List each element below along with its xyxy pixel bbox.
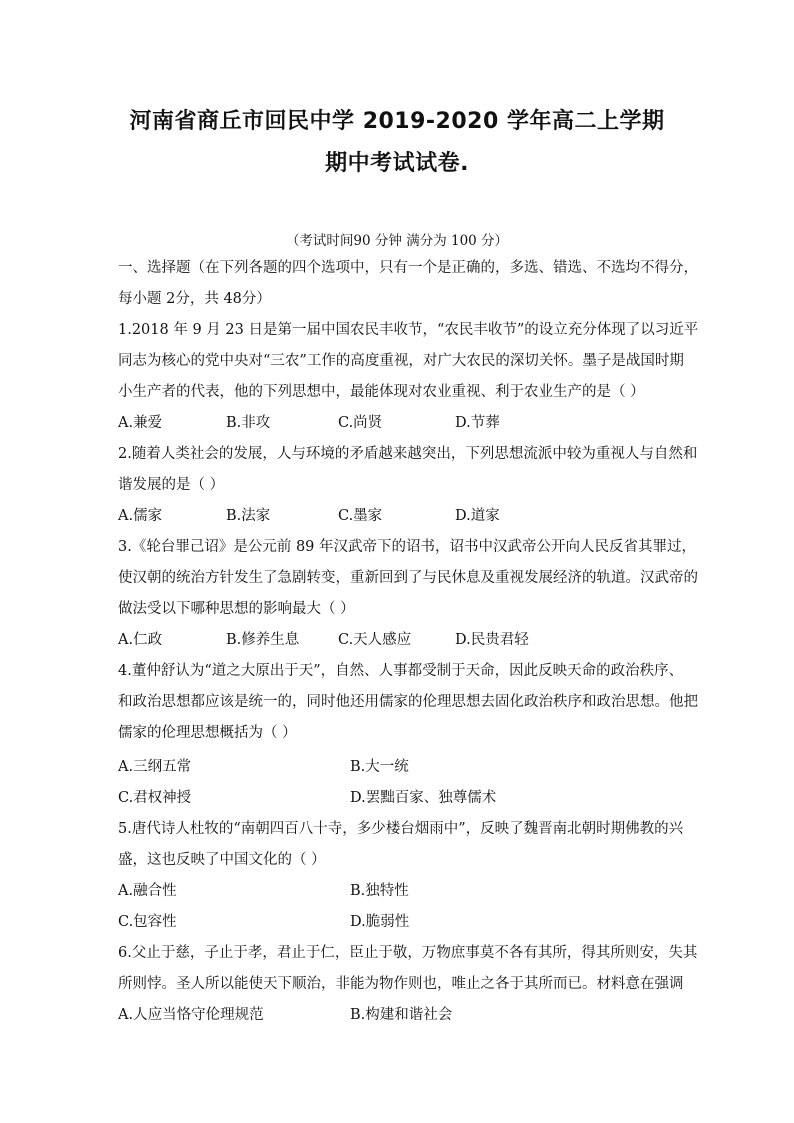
question-3-line3: 做法受以下哪种思想的影响最大（ ） — [118, 601, 355, 617]
question-6-option-b: B.构建和谐社会 — [350, 1007, 453, 1023]
question-6-line2: 所则悖。圣人所以能使天下顺治，非能为物作则也，唯止之各于其所而已。材料意在强调 — [118, 976, 684, 992]
section-instructions-line2: 每小题 2分，共 48分） — [118, 291, 271, 307]
question-5-option-b: B.独特性 — [350, 883, 409, 899]
question-5-line1: 5.唐代诗人杜牧的“南朝四百八十寺，多少楼台烟雨中”，反映了魏晋南北朝时期佛教的兴 — [118, 821, 684, 837]
exam-title-line2: 期中考试试卷. — [325, 151, 469, 176]
question-4-line1: 4.董仲舒认为“道之大原出于天”，自然、人事都受制于天命，因此反映天命的政治秩序、 — [118, 663, 684, 679]
question-6-line1: 6.父止于慈，子止于孝，君止于仁，臣止于敬，万物庶事莫不各有其所，得其所则安，失其 — [118, 945, 698, 961]
question-4-option-a: A.三纲五常 — [118, 759, 192, 775]
question-2-option-a: A.儒家 — [118, 508, 163, 524]
question-3-option-c: C.天人感应 — [338, 632, 412, 648]
question-1-option-b: B.非攻 — [226, 415, 271, 431]
question-3-line1: 3.《轮台罪己诏》是公元前 89 年汉武帝下的诏书，诏书中汉武帝公开向人民反省其罪过， — [118, 539, 696, 555]
question-5-option-d: D.脆弱性 — [350, 914, 410, 930]
question-3-line2: 使汉朝的统治方针发生了急剧转变，重新回到了与民休息及重视发展经济的轨道。汉武帝的 — [118, 570, 698, 586]
section-instructions-line1: 一、选择题（在下列各题的四个选项中，只有一个是正确的，多选、错选、不选均不得分， — [118, 260, 698, 276]
question-1-option-c: C.尚贤 — [338, 415, 383, 431]
question-5-option-c: C.包容性 — [118, 914, 177, 930]
question-4-line3: 儒家的伦理思想概括为（ ） — [118, 725, 297, 741]
question-4-option-b: B.大一统 — [350, 759, 409, 775]
question-2-line2: 谐发展的是（ ） — [118, 477, 225, 493]
exam-info: （考试时间90 分钟 满分为 100 分） — [285, 233, 509, 249]
question-4-option-c: C.君权神授 — [118, 790, 192, 806]
question-2-option-b: B.法家 — [226, 508, 271, 524]
question-1-option-a: A.兼爱 — [118, 415, 163, 431]
question-1-line2: 同志为核心的党中央对“三农”工作的高度重视，对广大农民的深切关怀。墨子是战国时期 — [118, 353, 684, 369]
question-2-line1: 2.随着人类社会的发展，人与环境的矛盾越来越突出，下列思想流派中较为重视人与自然和 — [118, 446, 698, 462]
question-3-option-b: B.修养生息 — [226, 632, 300, 648]
exam-title-line1: 河南省商丘市回民中学 2019-2020 学年高二上学期 — [129, 109, 665, 134]
question-1-line1: 1.2018 年 9 月 23 日是第一届中国农民丰收节，“农民丰收节”的设立充分体现了以习近平 — [118, 322, 699, 338]
question-6-option-a: A.人应当恪守伦理规范 — [118, 1007, 264, 1023]
question-4-line2: 和政治思想都应该是统一的，同时他还用儒家的伦理思想去固化政治秩序和政治思想。他把 — [118, 694, 698, 710]
question-3-option-d: D.民贵君轻 — [455, 632, 529, 648]
question-2-option-d: D.道家 — [455, 508, 500, 524]
question-5-option-a: A.融合性 — [118, 883, 177, 899]
question-3-option-a: A.仁政 — [118, 632, 163, 648]
question-5-line2: 盛，这也反映了中国文化的（ ） — [118, 852, 326, 868]
question-2-option-c: C.墨家 — [338, 508, 383, 524]
question-4-option-d: D.罢黜百家、独尊儒术 — [350, 790, 497, 806]
question-1-line3: 小生产者的代表，他的下列思想中，最能体现对农业重视、利于农业生产的是（ ） — [118, 384, 645, 400]
question-1-option-d: D.节葬 — [455, 415, 500, 431]
